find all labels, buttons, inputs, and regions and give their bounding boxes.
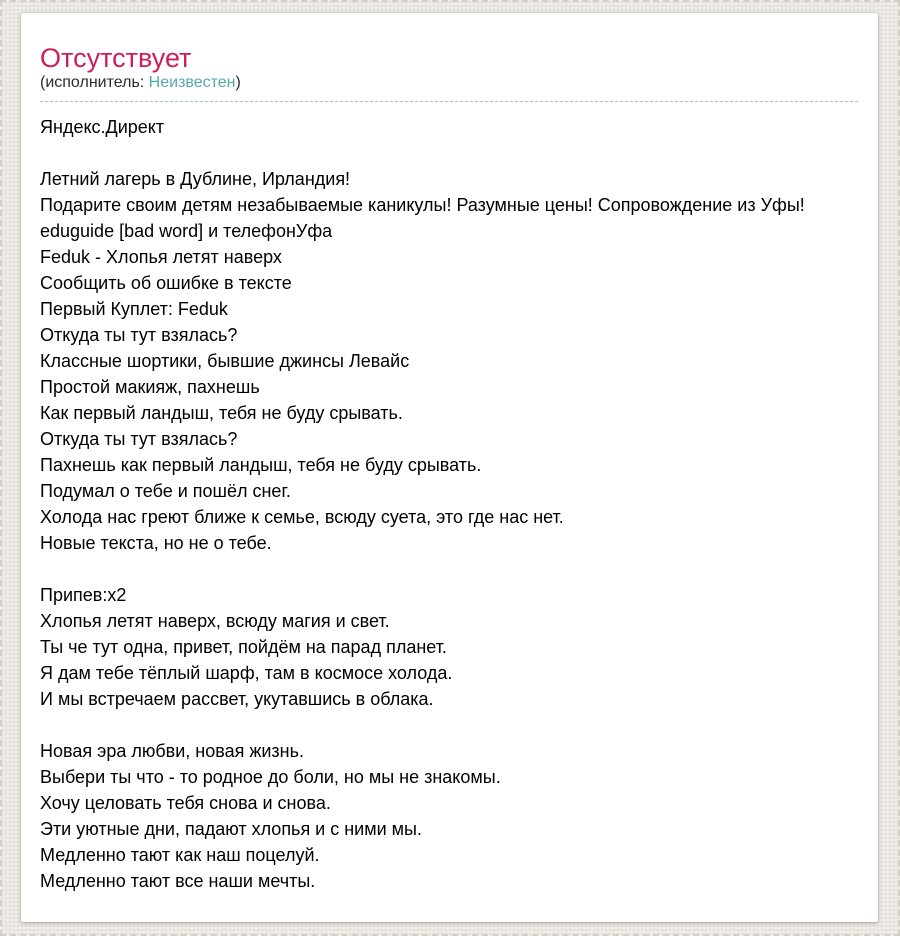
- lyric-line: Первый Куплет: Feduk: [40, 299, 228, 319]
- page-title: Отсутствует: [40, 43, 192, 73]
- lyric-line: Яндекс.Директ: [40, 117, 165, 137]
- lyric-line: Эти уютные дни, падают хлопья и с ними мы.: [40, 819, 422, 839]
- lyric-line: Медленно тают все наши мечты.: [40, 871, 316, 891]
- lyrics-text: [40, 114, 858, 894]
- artist-label-suffix: ): [235, 74, 241, 91]
- lyric-line: Сообщить об ошибке в тексте: [40, 273, 292, 293]
- lyric-line: [40, 556, 858, 582]
- lyric-line: Новая эра любви, новая жизнь.: [40, 741, 305, 761]
- lyric-line: Подарите своим детям незабываемые каникулы! Разумные цены! Сопровождение из Уфы!: [40, 195, 805, 215]
- lyric-line: Откуда ты тут взялась?: [40, 429, 238, 449]
- lyric-line: Выбери ты что - то родное до боли, но мы не знакомы.: [40, 767, 501, 787]
- lyric-line: Пахнешь как первый ландыш, тебя не буду срывать.: [40, 455, 482, 475]
- lyric-line: [40, 712, 858, 738]
- lyric-line: Новые текста, но не о тебе.: [40, 533, 272, 553]
- lyric-line: Холода нас греют ближе к семье, всюду суета, это где нас нет.: [40, 507, 564, 527]
- lyric-line: Хлопья летят наверх, всюду магия и свет.: [40, 611, 390, 631]
- lyric-line: eduguide [bad word] и телефонУфа: [40, 221, 333, 241]
- lyric-line: Откуда ты тут взялась?: [40, 325, 238, 345]
- lyric-line: И мы встречаем рассвет, укутавшись в облака.: [40, 689, 434, 709]
- lyric-line: Припев:x2: [40, 585, 127, 605]
- lyrics-card: [21, 13, 878, 922]
- artist-link[interactable]: Неизвестен: [148, 74, 236, 91]
- lyric-line: Подумал о тебе и пошёл снег.: [40, 481, 291, 501]
- lyric-line: Ты че тут одна, привет, пойдём на парад планет.: [40, 637, 447, 657]
- lyric-line: Feduk - Хлопья летят наверх: [40, 247, 282, 267]
- artist-label-prefix: (исполнитель:: [40, 74, 149, 91]
- lyric-line: Медленно тают как наш поцелуй.: [40, 845, 320, 865]
- lyric-line: Хочу целовать тебя снова и снова.: [40, 793, 331, 813]
- song-header: [40, 13, 858, 102]
- lyric-line: Простой макияж, пахнешь: [40, 377, 260, 397]
- artist-line: [40, 73, 858, 93]
- lyric-line: Классные шортики, бывшие джинсы Левайс: [40, 351, 410, 371]
- lyric-line: Я дам тебе тёплый шарф, там в космосе холода.: [40, 663, 453, 683]
- lyric-line: [40, 140, 858, 166]
- lyric-line: Как первый ландыш, тебя не буду срывать.: [40, 403, 403, 423]
- lyric-line: Летний лагерь в Дублине, Ирландия!: [40, 169, 351, 189]
